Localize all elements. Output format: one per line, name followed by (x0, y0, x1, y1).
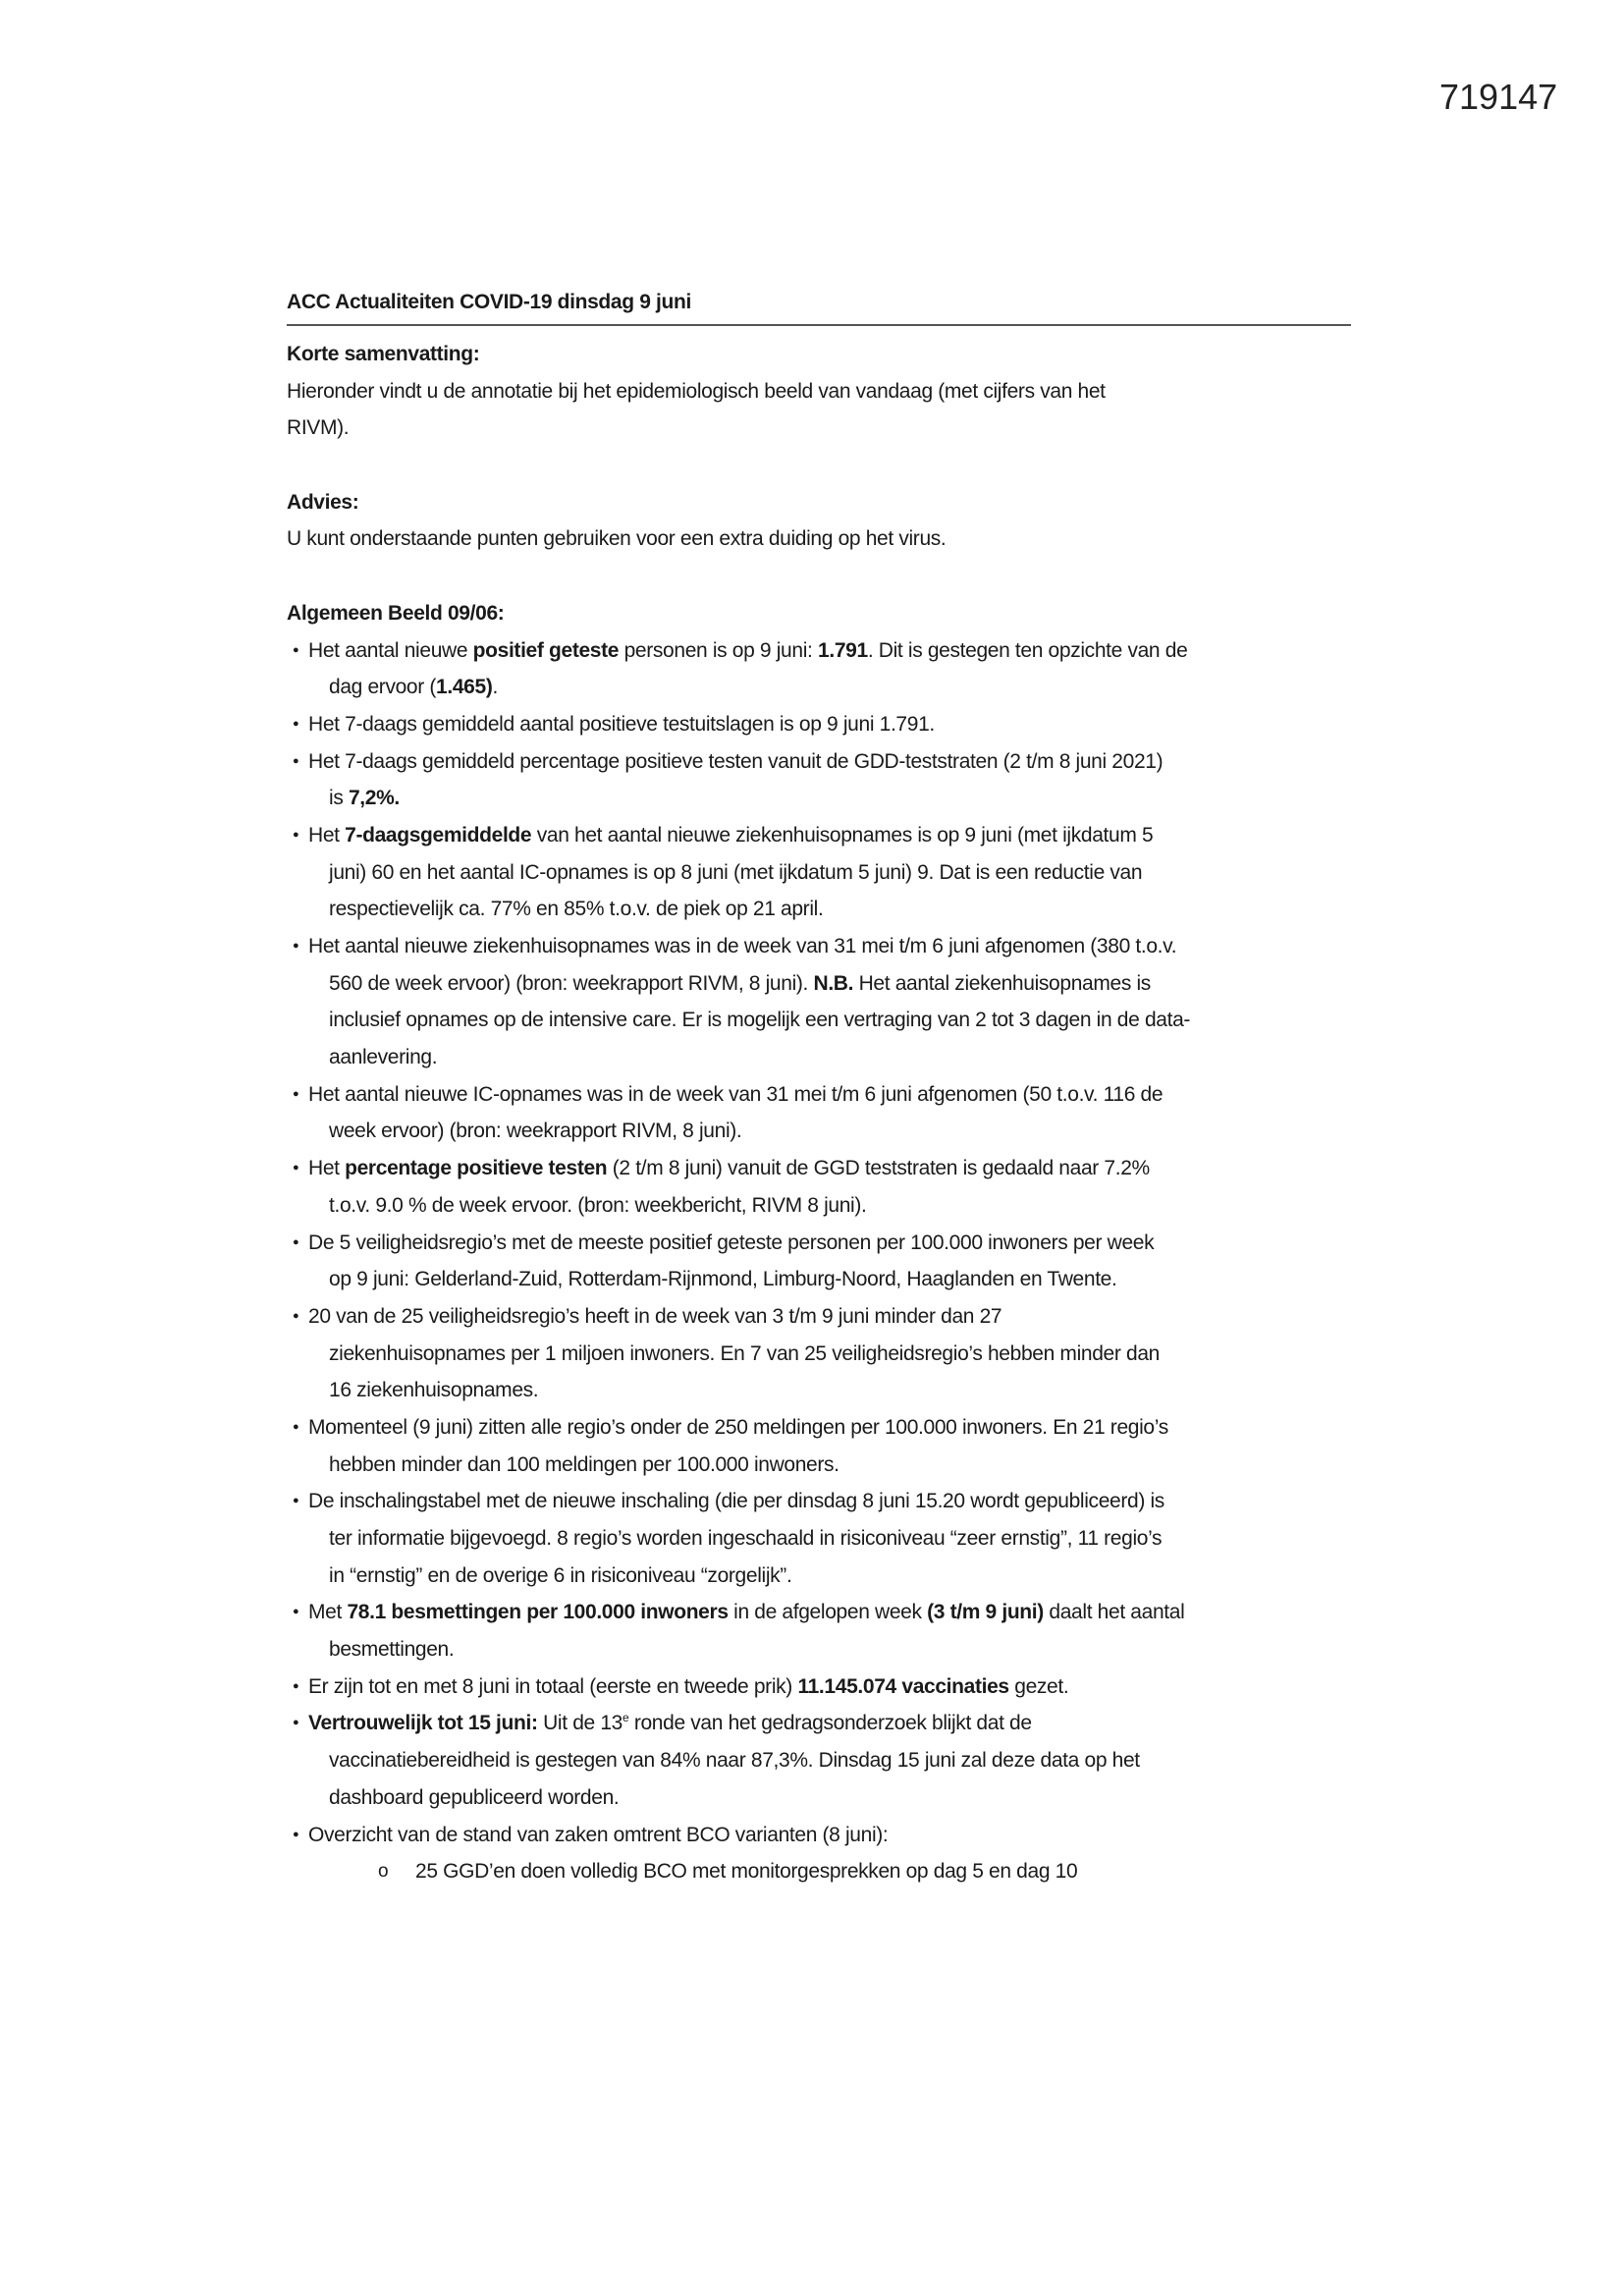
text-segment: is (329, 787, 349, 810)
bold-text: (3 t/m 9 juni) (927, 1601, 1044, 1624)
bullet-text-line (287, 1631, 1357, 1668)
overview-bullet-item (287, 1298, 1357, 1409)
text-segment: op 9 juni: Gelderland-Zuid, Rotterdam-Rijnmond, Limburg-Noord, Haaglanden en Twente. (329, 1268, 1117, 1291)
document-title: ACC Actualiteiten COVID-19 dinsdag 9 juni (287, 291, 691, 313)
bullet-text-line (287, 1742, 1357, 1779)
document-id: 719147 (1439, 77, 1558, 117)
text-segment: hebben minder dan 100 meldingen per 100.000 inwoners. (329, 1452, 839, 1476)
bold-text: positief geteste (472, 638, 620, 662)
bullet-text-line (287, 1817, 1357, 1854)
text-segment: week ervoor) (bron: weekrapport RIVM, 8 juni). (329, 1120, 742, 1143)
bullet-dot-icon: ● (293, 828, 299, 841)
text-segment: juni) 60 en het aantal IC-opnames is op 8 juni (met ijkdatum 5 juni) 9. Dat is een reductie van (329, 860, 1143, 884)
text-segment: Het aantal nieuwe IC-opnames was in de week van 31 mei t/m 6 juni afgenomen (50 t.o.v. 116 de (308, 1082, 1164, 1106)
text-segment: daalt het aantal (1043, 1601, 1185, 1624)
bold-text: 7-daagsgemiddelde (345, 823, 532, 847)
sub-bullet-text: 25 GGD’en doen volledig BCO met monitorgesprekken op dag 5 en dag 10 (415, 1860, 1078, 1884)
overview-bullet-item (287, 1076, 1357, 1150)
text-segment: ter informatie bijgevoegd. 8 regio’s worden ingeschaald in risiconiveau “zeer ernstig”, 11 regio’s (329, 1527, 1163, 1550)
overview-bullet-list (287, 632, 1357, 1890)
overview-heading: Algemeen Beeld 09/06: (287, 601, 505, 625)
bullet-text-line (287, 854, 1357, 892)
bullet-text-line (287, 817, 1357, 854)
bullet-text-line (287, 1113, 1357, 1150)
summary-text-line: Hieronder vindt u de annotatie bij het epidemiologisch beeld van vandaag (met cijfers van het (287, 379, 1106, 403)
bullet-text-line (287, 1483, 1357, 1520)
bullet-text-line (287, 1409, 1357, 1447)
bullet-dot-icon: ● (293, 1309, 299, 1322)
text-segment: aanlevering. (329, 1046, 438, 1069)
bullet-text-line (287, 1558, 1357, 1595)
bullet-dot-icon: ● (293, 1420, 299, 1433)
bullet-text-line (287, 706, 1357, 743)
overview-bullet-item (287, 1150, 1357, 1224)
text-segment: Er zijn tot en met 8 juni in totaal (eerste en tweede prik) (308, 1674, 798, 1698)
text-segment: Het (308, 823, 346, 847)
text-segment: . Dit is gestegen ten opzichte van de (867, 638, 1188, 662)
text-segment: personen is op 9 juni: (619, 638, 818, 662)
bullet-dot-icon: ● (293, 1828, 299, 1840)
bullet-text-line (287, 1336, 1357, 1373)
text-segment: 16 ziekenhuisopnames. (329, 1379, 539, 1402)
bold-text: 1.791 (818, 638, 868, 662)
text-segment: Uit de 13 (537, 1712, 623, 1735)
bullet-text-line (287, 1372, 1357, 1409)
bullet-text-line (287, 1076, 1357, 1114)
overview-bullet-item (287, 928, 1357, 1076)
bullet-dot-icon: ● (293, 643, 299, 656)
overview-bullet-item (287, 1409, 1357, 1483)
summary-text-line: RIVM). (287, 416, 350, 440)
bullet-text-line (287, 1705, 1357, 1742)
bullet-text-line (287, 1779, 1357, 1817)
bullet-dot-icon: ● (293, 1087, 299, 1100)
bullet-text-line (287, 1261, 1357, 1298)
overview-bullet-item (287, 1594, 1357, 1667)
bullet-dot-icon: ● (293, 1679, 299, 1692)
bold-text: 1.465) (436, 676, 493, 699)
bold-text: 78.1 besmettingen per 100.000 inwoners (347, 1601, 729, 1624)
text-segment: gezet. (1008, 1674, 1069, 1698)
bullet-text-line (287, 1594, 1357, 1631)
bold-text: 11.145.074 vaccinaties (797, 1674, 1009, 1698)
text-segment: Het 7-daags gemiddeld aantal positieve testuitslagen is op 9 juni 1.791. (308, 712, 935, 736)
text-segment: e (623, 1711, 629, 1725)
text-segment: 560 de week ervoor) (bron: weekrapport RIVM, 8 juni). (329, 971, 814, 995)
bullet-dot-icon: ● (293, 1606, 299, 1618)
bullet-text-line (287, 965, 1357, 1003)
overview-bullet-item (287, 1225, 1357, 1298)
advice-text-line: U kunt onderstaande punten gebruiken voor een extra duiding op het virus. (287, 527, 947, 551)
bullet-dot-icon: ● (293, 1162, 299, 1175)
bullet-text-line (287, 780, 1357, 817)
bullet-dot-icon: ● (293, 1495, 299, 1507)
overview-bullet-item (287, 632, 1357, 706)
text-segment: . (492, 676, 498, 699)
bold-text: Vertrouwelijk tot 15 juni: (308, 1712, 538, 1735)
bullet-text-line (287, 1520, 1357, 1558)
text-segment: Met (308, 1601, 348, 1624)
bullet-text-line (287, 1668, 1357, 1706)
text-segment: (2 t/m 8 juni) vanuit de GGD teststraten is gedaald naar 7.2% (607, 1157, 1150, 1180)
bold-text: 7,2%. (348, 787, 400, 810)
bullet-text-line (287, 928, 1357, 965)
text-segment: Het aantal nieuwe (308, 638, 473, 662)
bullet-text-line (287, 1298, 1357, 1336)
bullet-text-line (287, 743, 1357, 781)
overview-bullet-item (287, 1668, 1357, 1706)
bullet-text-line (287, 891, 1357, 928)
bullet-text-line (287, 1150, 1357, 1187)
bullet-dot-icon: ● (293, 940, 299, 952)
summary-heading: Korte samenvatting: (287, 343, 480, 365)
advice-heading: Advies: (287, 490, 359, 514)
bullet-dot-icon: ● (293, 1717, 299, 1729)
bullet-text-line (287, 1447, 1357, 1484)
text-segment: in “ernstig” en de overige 6 in risiconiveau “zorgelijk”. (329, 1563, 792, 1587)
text-segment: ronde van het gedragsonderzoek blijkt dat de (628, 1712, 1032, 1735)
overview-bullet-item (287, 743, 1357, 817)
text-segment: besmettingen. (329, 1638, 455, 1662)
text-segment: 20 van de 25 veiligheidsregio’s heeft in de week van 3 t/m 9 juni minder dan 27 (308, 1304, 1002, 1328)
text-segment: dag ervoor ( (329, 676, 437, 699)
text-segment: Momenteel (9 juni) zitten alle regio’s onder de 250 meldingen per 100.000 inwoners. En 21 regio’s (308, 1415, 1168, 1439)
text-segment: ziekenhuisopnames per 1 miljoen inwoners. En 7 van 25 veiligheidsregio’s hebben minder dan (329, 1341, 1160, 1365)
text-segment: Overzicht van de stand van zaken omtrent BCO varianten (8 juni): (308, 1823, 889, 1846)
bold-text: N.B. (813, 971, 854, 995)
text-segment: De inschalingstabel met de nieuwe inschaling (die per dinsdag 8 juni 15.20 wordt gepubliceerd) is (308, 1490, 1164, 1513)
bullet-dot-icon: ● (293, 717, 299, 730)
document-body (287, 285, 1357, 1890)
text-segment: in de afgelopen week (728, 1601, 928, 1624)
text-segment: respectievelijk ca. 77% en 85% t.o.v. de piek op 21 april. (329, 898, 824, 921)
bullet-text-line (287, 1187, 1357, 1225)
sub-bullet-circle-icon: o (378, 1861, 389, 1883)
text-segment: t.o.v. 9.0 % de week ervoor. (bron: weekbericht, RIVM 8 juni). (329, 1193, 867, 1217)
overview-bullet-item (287, 1483, 1357, 1594)
text-segment: inclusief opnames op de intensive care. Er is mogelijk een vertraging van 2 tot 3 dagen in de data- (329, 1009, 1191, 1032)
text-segment: Het aantal ziekenhuisopnames is (853, 971, 1151, 995)
bullet-text-line (287, 1039, 1357, 1076)
bullet-text-line (287, 669, 1357, 706)
bullet-text-line (287, 632, 1357, 670)
bullet-text-line (287, 1002, 1357, 1039)
text-segment: Het 7-daags gemiddeld percentage positieve testen vanuit de GDD-teststraten (2 t/m 8 juni 2021) (308, 749, 1164, 773)
overview-bullet-item (287, 817, 1357, 928)
bold-text: percentage positieve testen (345, 1157, 608, 1180)
bullet-text-line (287, 1225, 1357, 1262)
bullet-dot-icon: ● (293, 754, 299, 767)
overview-bullet-item (287, 1817, 1357, 1854)
overview-bullet-item (287, 1705, 1357, 1816)
overview-bullet-item (287, 706, 1357, 743)
text-segment: dashboard gepubliceerd worden. (329, 1785, 620, 1809)
text-segment: Het (308, 1157, 346, 1180)
text-segment: vaccinatiebereidheid is gestegen van 84% naar 87,3%. Dinsdag 15 juni zal deze data op het (329, 1749, 1140, 1773)
text-segment: Het aantal nieuwe ziekenhuisopnames was in de week van 31 mei t/m 6 juni afgenomen (380 t.o.v. (308, 935, 1177, 957)
text-segment: De 5 veiligheidsregio’s met de meeste positief geteste personen per 100.000 inwoners per week (308, 1230, 1155, 1254)
text-segment: van het aantal nieuwe ziekenhuisopnames is op 9 juni (met ijkdatum 5 (531, 823, 1154, 847)
bullet-dot-icon: ● (293, 1235, 299, 1248)
sub-bullet-item (287, 1853, 1357, 1890)
